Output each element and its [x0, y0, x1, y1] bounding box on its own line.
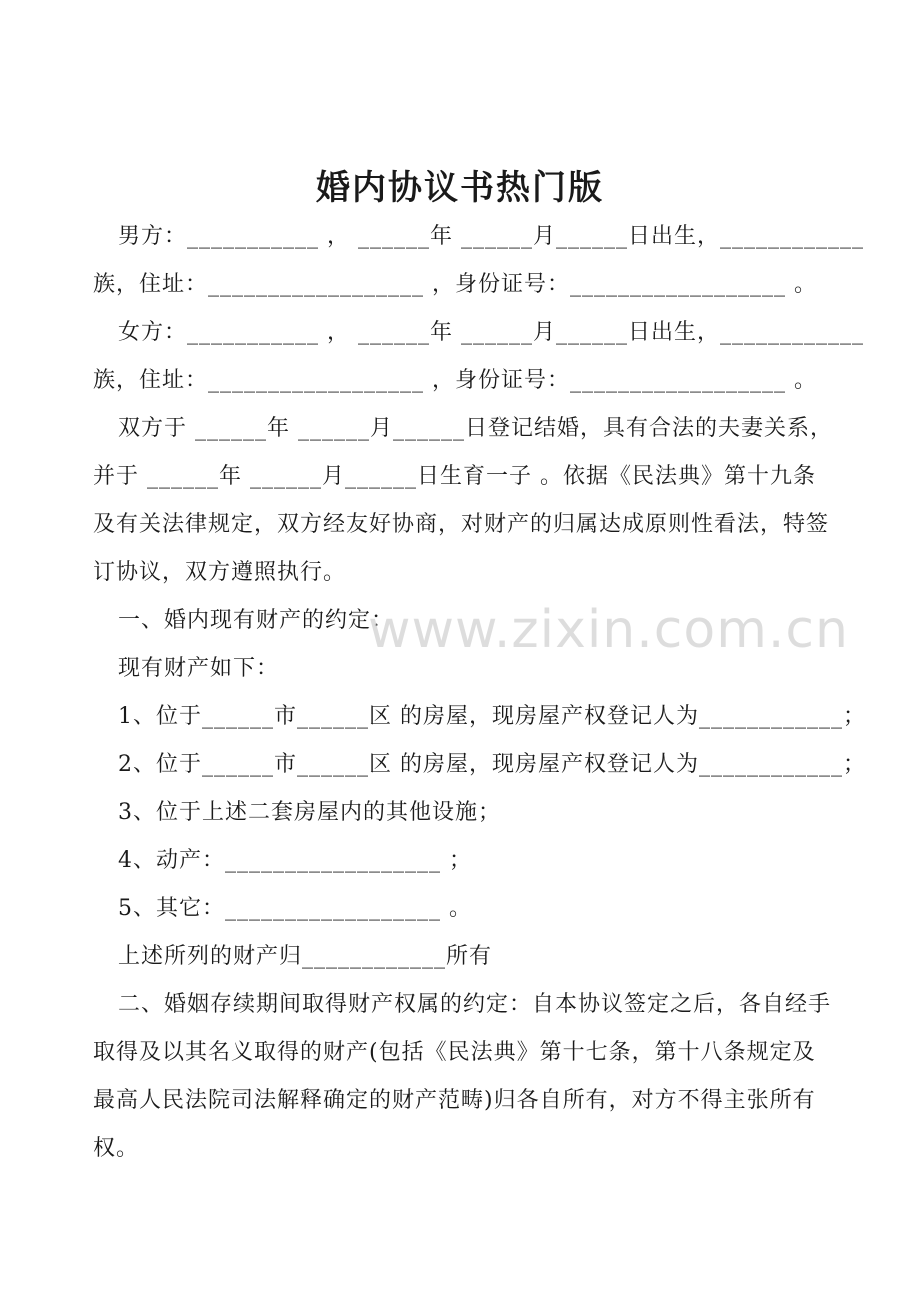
female-party-line: 女方：___________ ， ______年 ______月______日出生，____________	[118, 320, 864, 345]
list-item: 1、位于______市______区 的房屋，现房屋产权登记人为____________；	[118, 704, 866, 729]
watermark: www.zixin.com.cn	[368, 600, 849, 660]
paragraph-line: 权。	[93, 1136, 140, 1161]
section-heading-1: 一、婚内现有财产的约定：	[118, 608, 395, 633]
paragraph-line: 订协议，双方遵照执行。	[93, 560, 347, 585]
paragraph-line: 最高人民法院司法解释确定的财产范畴)归各自所有，对方不得主张所有	[93, 1088, 816, 1113]
male-address-line: 族，住址：__________________ ，身份证号：__________________ 。	[93, 272, 817, 297]
list-item: 3、位于上述二套房屋内的其他设施；	[118, 800, 501, 825]
paragraph-line: 取得及以其名义取得的财产(包括《民法典》第十七条，第十八条规定及	[93, 1040, 816, 1065]
female-address-line: 族，住址：__________________ ，身份证号：__________________ 。	[93, 368, 817, 393]
male-party-line: 男方：___________ ， ______年 ______月______日出生，____________	[118, 224, 864, 249]
list-item: 5、其它：__________________ 。	[118, 896, 472, 921]
list-item: 4、动产：__________________ ；	[118, 848, 472, 873]
paragraph-line: 上述所列的财产归____________所有	[118, 944, 493, 969]
document-title: 婚内协议书热门版	[316, 168, 604, 208]
section-heading-2: 二、婚姻存续期间取得财产权属的约定：自本协议签定之后，各自经手	[118, 992, 832, 1017]
paragraph-line: 双方于 ______年 ______月______日登记结婚，具有合法的夫妻关系，	[118, 416, 833, 441]
paragraph-line: 并于 ______年 ______月______日生育一子 。依据《民法典》第十九条	[93, 464, 816, 489]
list-item: 2、位于______市______区 的房屋，现房屋产权登记人为____________；	[118, 752, 866, 777]
paragraph-line: 现有财产如下：	[118, 656, 280, 681]
paragraph-line: 及有关法律规定，双方经友好协商，对财产的归属达成原则性看法，特签	[93, 512, 830, 537]
